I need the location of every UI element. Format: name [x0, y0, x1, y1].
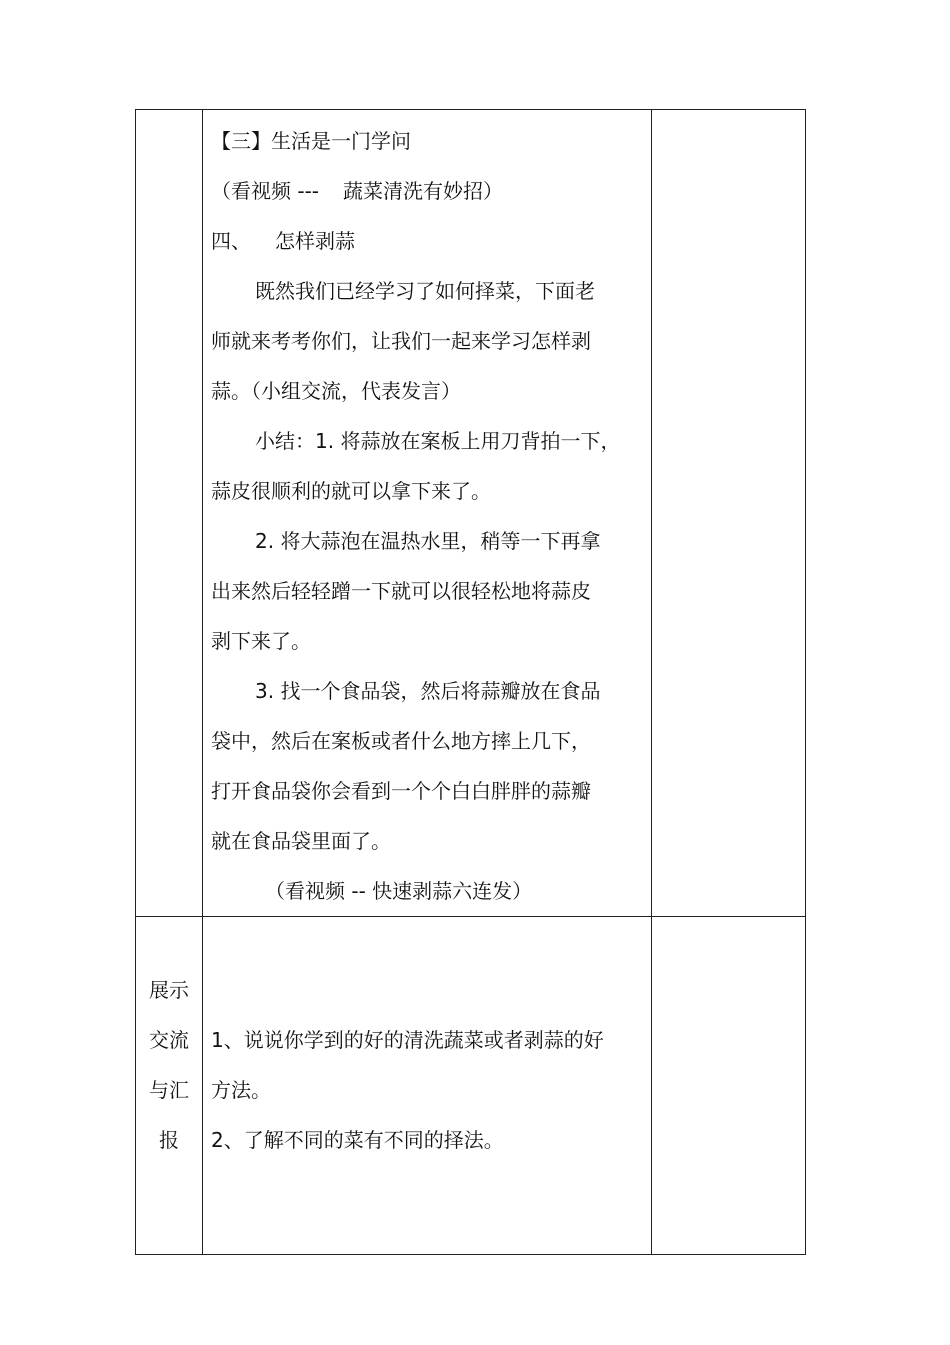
- section-title: 【三】生活是一门学问: [211, 129, 411, 153]
- item1-line: 方法。: [211, 1078, 271, 1102]
- row1-notes-cell: [652, 110, 806, 917]
- summary3-line: 3. 找一个食品袋，然后将蒜瓣放在食品: [255, 679, 601, 703]
- row-label-line: 展示: [149, 978, 189, 1002]
- summary2-line: 2. 将大蒜泡在温热水里，稍等一下再拿: [255, 529, 601, 553]
- heading-text: 怎样剥蒜: [275, 229, 355, 253]
- para1-line: 蒜。（小组交流，代表发言）: [211, 379, 461, 403]
- summary3-line: 打开食品袋你会看到一个个白白胖胖的蒜瓣: [211, 779, 591, 803]
- para1-line: 既然我们已经学习了如何择菜，下面老: [255, 279, 595, 303]
- table-row-presentation: [136, 917, 806, 1255]
- row-label-line: 与汇: [149, 1078, 189, 1102]
- summary2-line: 剥下来了。: [211, 629, 311, 653]
- summary2-line: 出来然后轻轻蹭一下就可以很轻松地将蒜皮: [211, 579, 591, 603]
- para1-line: 师就来考考你们，让我们一起来学习怎样剥: [211, 329, 591, 353]
- lesson-table: [135, 109, 806, 1255]
- row-label-line: 报: [159, 1128, 179, 1152]
- table-row-activity: [136, 110, 806, 917]
- row1-content-cell: [203, 110, 652, 917]
- row2-label-cell: [136, 917, 203, 1255]
- section-heading: [211, 216, 651, 266]
- summary1-line: 小结：1. 将蒜放在案板上用刀背拍一下，: [255, 429, 621, 453]
- video-note-1: [211, 166, 651, 216]
- row2-notes-cell: [652, 917, 806, 1255]
- video-note-1-part1: （看视频 ---: [211, 179, 320, 203]
- item1-line: 1、说说你学到的好的清洗蔬菜或者剥蒜的好: [211, 1028, 604, 1052]
- video-note-1-part2: 蔬菜清洗有妙招）: [343, 179, 504, 203]
- summary1-line: 蒜皮很顺利的就可以拿下来了。: [211, 479, 491, 503]
- row-label-line: 交流: [149, 1028, 189, 1052]
- summary3-line: 袋中，然后在案板或者什么地方摔上几下，: [211, 729, 591, 753]
- row1-label-cell: [136, 110, 203, 917]
- video-note-2: （看视频 -- 快速剥蒜六连发）: [265, 879, 533, 903]
- item2-line: 2、了解不同的菜有不同的择法。: [211, 1128, 504, 1152]
- row2-content-cell: [203, 917, 652, 1255]
- heading-number: 四、: [211, 229, 251, 253]
- summary3-line: 就在食品袋里面了。: [211, 829, 391, 853]
